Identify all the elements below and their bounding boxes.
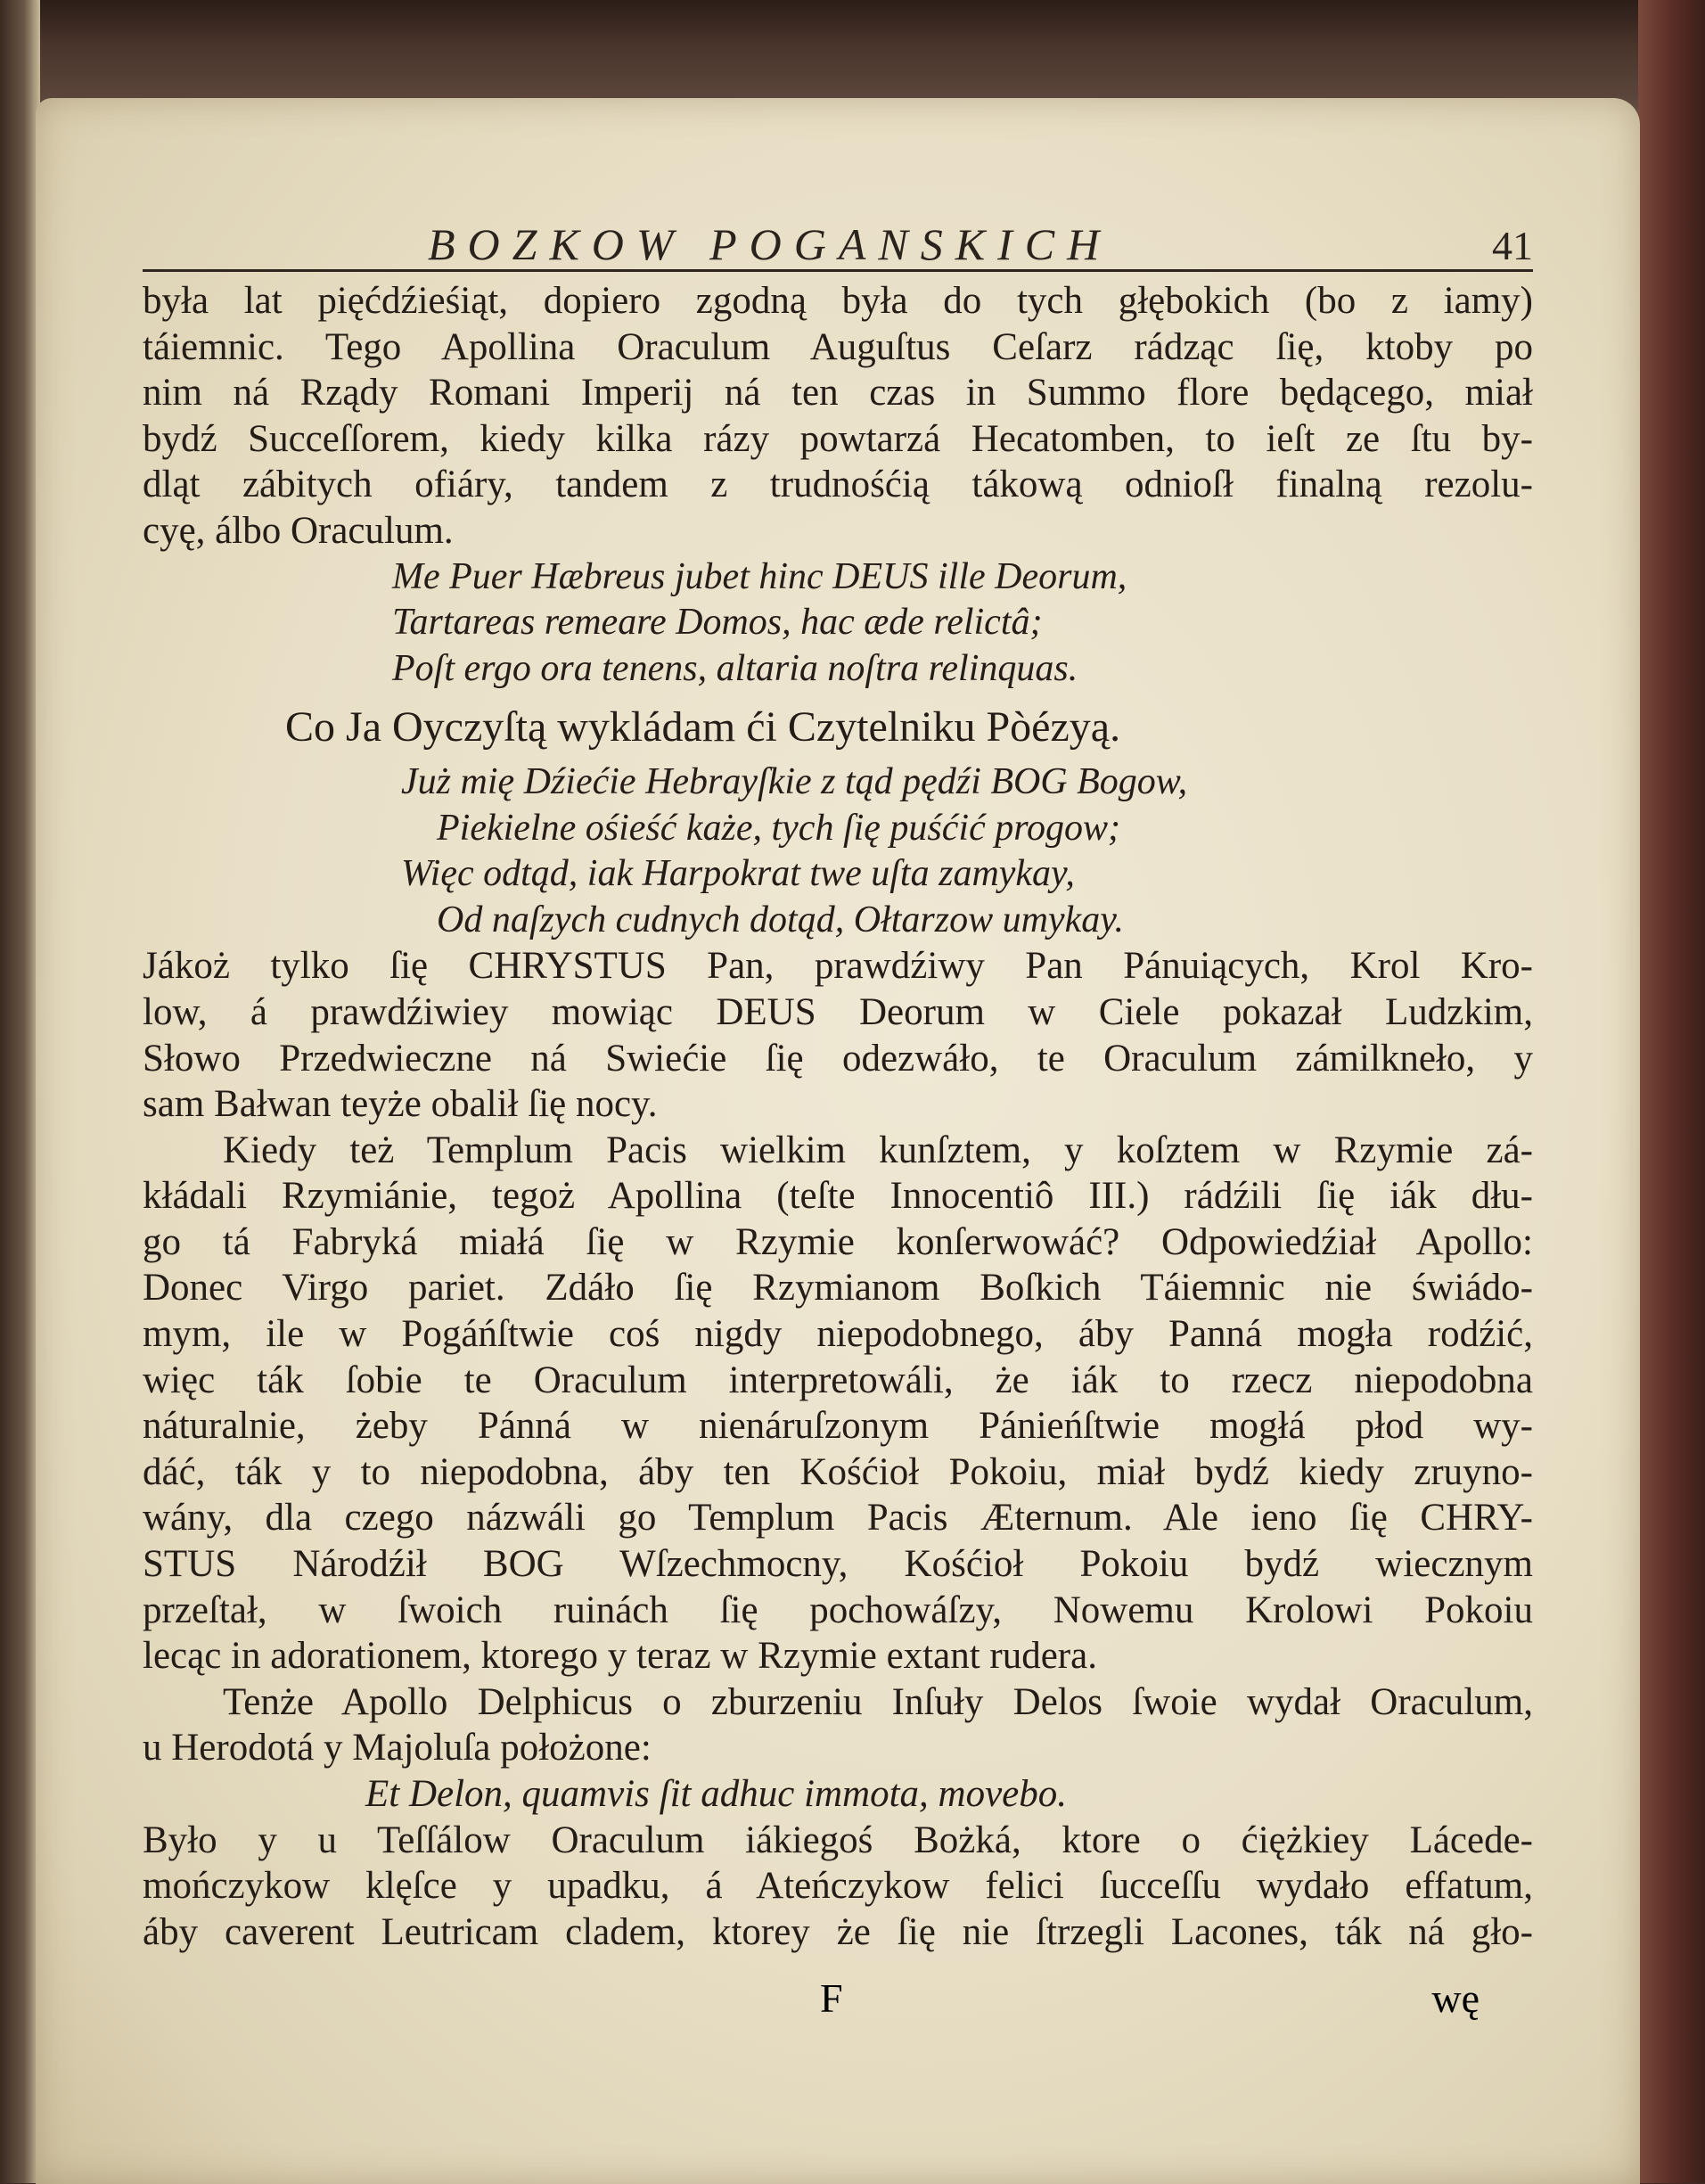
- verse-line: Piekielne ośieść każe, tych ſię puśćić progow;: [437, 807, 1121, 849]
- running-head-title: BOZKOW POGANSKICH: [428, 219, 1112, 269]
- text-line: go tá Fabryká miałá ſię w Rzymie konſerwowáć? Odpowiedźiał Apollo:: [143, 1220, 1533, 1263]
- signature-mark: F: [820, 1975, 843, 2021]
- page-text: [143, 278, 1533, 1955]
- text-line: Słowo Przedwieczne ná Swiećie ſię odezwáło, te Oraculum zámilkneło, y: [143, 1037, 1533, 1080]
- text-line: áby caverent Leutricam cladem, ktorey że ſię nie ſtrzegli Lacones, ták ná gło-: [143, 1910, 1533, 1953]
- page-footer: [143, 1975, 1533, 2024]
- verse-line: Tartareas remeare Domos, hac æde relictâ;: [392, 602, 1043, 644]
- text-line: u Herodotá y Majoluſa położone:: [143, 1727, 652, 1769]
- text-line: mym, ile w Pogáńſtwie coś nigdy niepodobnego, áby Panná mogła rodźić,: [143, 1313, 1533, 1356]
- text-line: STUS Národźił BOG Wſzechmocny, Kośćioł Pokoiu bydź wiecznym: [143, 1543, 1533, 1586]
- latin-verse: [143, 554, 1533, 693]
- polish-verse: [143, 759, 1533, 943]
- latin-quote: Et Delon, quamvis ſit adhuc immota, movebo.: [365, 1773, 1068, 1815]
- header-rule: [143, 269, 1533, 272]
- text-line: Jákoż tylko ſię CHRYSTUS Pan, prawdźiwy Pan Pánuiących, Krol Kro-: [143, 945, 1533, 988]
- text-line: táiemnic. Tego Apollina Oraculum Auguſtus Ceſarz rádząc ſię, ktoby po: [143, 325, 1533, 368]
- page-number: 41: [1492, 223, 1533, 268]
- text-line: Donec Virgo pariet. Zdáło ſię Rzymianom Boſkich Táiemnic nie świádo-: [143, 1267, 1533, 1310]
- verse-line: Poſt ergo ora tenens, altaria noſtra relinquas.: [392, 647, 1078, 689]
- book-cover-right: [1638, 0, 1705, 2183]
- text-line: Kiedy też Templum Pacis wielkim kunſztem, y koſztem w Rzymie zá-: [223, 1129, 1533, 1171]
- paragraph-4: [143, 1679, 1533, 1771]
- paragraph-2: [143, 943, 1533, 1127]
- verse-line: Od naſzych cudnych dotąd, Ołtarzow umykay.: [437, 899, 1125, 940]
- text-line: lecąc in adorationem, ktorego y teraz w Rzymie extant rudera.: [143, 1635, 1097, 1678]
- text-line: cyę, álbo Oraculum.: [143, 509, 454, 552]
- text-line: Tenże Apollo Delphicus o zburzeniu Inſuły Delos ſwoie wydał Oraculum,: [223, 1680, 1533, 1723]
- verse-line: Me Puer Hæbreus jubet hinc DEUS ille Deorum,: [392, 555, 1127, 597]
- text-line: náturalnie, żeby Pánná w nienáruſzonym Pánieńſtwie mogłá płod wy-: [143, 1405, 1533, 1448]
- text-line: przeſtał, w ſwoich ruinách ſię pochowáſzy, Nowemu Krolowi Pokoiu: [143, 1589, 1533, 1631]
- translation-heading: Co Ja Oyczyſtą wykládam ći Czytelniku Pòézyą.: [285, 703, 1121, 751]
- paragraph-1: [143, 278, 1533, 554]
- text-line: kłádali Rzymiánie, tegoż Apollina (teſte Innocentiô III.) rádźili ſię iák dłu-: [143, 1175, 1533, 1218]
- text-line: dląt zábitych ofiáry, tandem z trudnośćią tákową odnioſł finalną rezolu-: [143, 464, 1533, 506]
- verse-line: Już mię Dźiećie Hebrayſkie z tąd pędźi BOG Bogow,: [401, 760, 1188, 802]
- text-line: Było y u Teſſálow Oraculum iákiegoś Bożká, ktore o ćiężkiey Lácede-: [143, 1819, 1533, 1861]
- text-line: była lat pięćdźieśiąt, dopiero zgodną była do tych głębokich (bo z iamy): [143, 280, 1533, 322]
- text-line: mończykow klęſce y upadku, á Ateńczykow felici ſucceſſu wydało effatum,: [143, 1865, 1533, 1908]
- text-line: więc ták ſobie te Oraculum interpretowáli, że iák to rzecz niepodobna: [143, 1359, 1533, 1401]
- verse-line: Więc odtąd, iak Harpokrat twe uſta zamykay,: [401, 853, 1075, 895]
- text-line: wány, dla czego názwáli go Templum Pacis Æternum. Ale ieno ſię CHRY-: [143, 1497, 1533, 1539]
- book-gutter-left: [0, 0, 40, 2183]
- text-line: low, á prawdźiwiey mowiąc DEUS Deorum w Ciele pokazał Ludzkim,: [143, 990, 1533, 1033]
- paragraph-5: [143, 1818, 1533, 1956]
- catchword: wę: [1431, 1975, 1480, 2021]
- running-head: [428, 218, 1533, 272]
- text-line: nim ná Rządy Romani Imperij ná ten czas in Summo flore będącego, miał: [143, 372, 1533, 415]
- paragraph-3: [143, 1128, 1533, 1679]
- text-line: sam Bałwan teyże obalił ſię nocy.: [143, 1083, 658, 1126]
- text-line: dáć, ták y to niepodobna, áby ten Kośćioł Pokoiu, miał bydź kiedy zruyno-: [143, 1450, 1533, 1493]
- text-line: bydź Succeſſorem, kiedy kilka rázy powtarzá Hecatomben, to ieſt ze ſtu by-: [143, 417, 1533, 460]
